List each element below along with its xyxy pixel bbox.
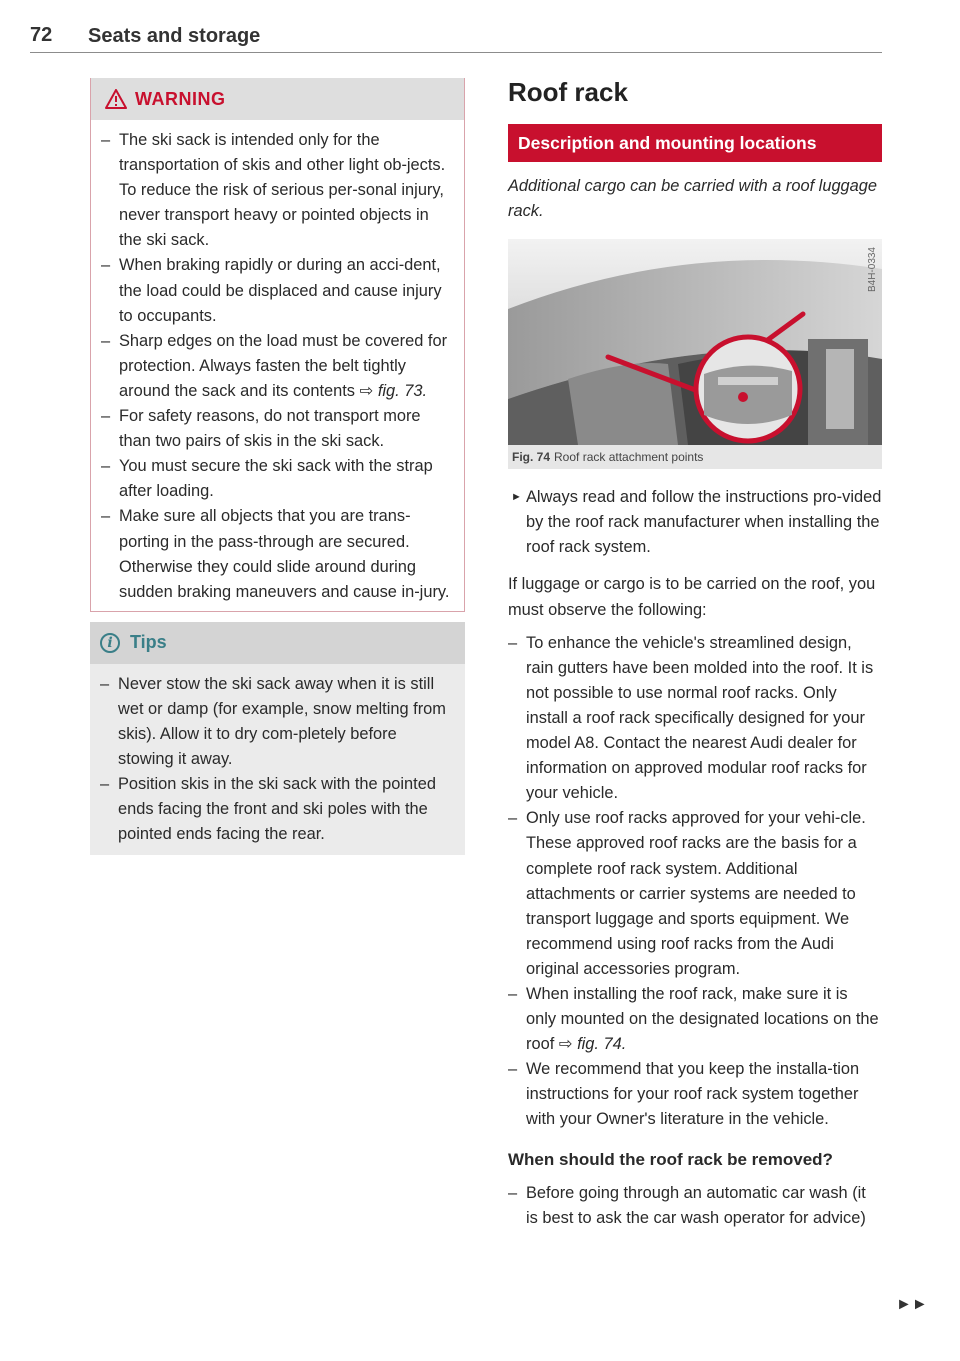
warning-item: – Make sure all objects that you are trans-porting in the pass-through are secured. Otherwise they could slide around during sudden braking maneuvers and cause in-jury. [101, 504, 454, 604]
figure-code: B4H-0334 [867, 247, 878, 293]
tips-title: Tips [130, 632, 167, 653]
warning-list [91, 120, 464, 611]
action-step-text: Always read and follow the instructions pro-vided by the roof rack manufacturer when installing the roof rack system. [526, 488, 882, 557]
warning-item: – When braking rapidly or during an acci-dent, the load could be displaced and cause injury to occupants. [101, 253, 454, 328]
removal-heading: When should the roof rack be removed? [508, 1149, 833, 1169]
page-number: 72 [30, 24, 53, 46]
warning-item: – The ski sack is intended only for the transportation of skis and other light ob-jects. To reduce the risk of serious per-sonal injury, never transport heavy or pointed objects in the ski sack. [101, 128, 454, 253]
roof-rack-title: Roof rack [508, 77, 628, 107]
warning-box [90, 78, 465, 612]
list-item-text: When installing the roof rack, make sure it is only mounted on the designated locations on the roof [526, 984, 879, 1054]
list-item: – We recommend that you keep the installa-tion instructions for your roof rack system together with your Owner's literature in the vehicle. [508, 1057, 882, 1132]
warning-header [91, 78, 464, 120]
tips-list [90, 664, 465, 856]
tips-box [90, 622, 465, 856]
body-paragraph: If luggage or cargo is to be carried on the roof, you must observe the following: [508, 575, 876, 619]
warning-item: – You must secure the ski sack with the strap after loading. [101, 454, 454, 504]
subheading-bar: Description and mounting locations [508, 124, 882, 162]
action-step [508, 485, 882, 560]
tips-item: – Never stow the ski sack away when it is still wet or damp (for example, snow melting from skis). Allow it to dry com-pletely before stowing it away. [100, 672, 455, 772]
list-item: – Before going through an automatic car wash (it is best to ask the car wash operator for advice) [508, 1181, 882, 1231]
figure-label: Fig. 74 [512, 450, 551, 465]
figure-reference-link[interactable]: ⇨ fig. 74. [558, 1035, 627, 1054]
figure-caption [508, 445, 882, 469]
info-icon: i [100, 633, 120, 653]
list-item: – Only use roof racks approved for your vehi-cle. These approved roof racks are the basis for a complete roof rack system. Additional attachments or carrier systems are needed to transport luggage and sports equipment. We recommend using roof racks from the Audi original accessories program. [508, 806, 882, 982]
tips-header [90, 622, 465, 664]
section-title: Seats and storage [88, 25, 261, 47]
list-item [508, 982, 882, 1057]
continue-arrow-icon: ►► [896, 1296, 928, 1313]
warning-item: – For safety reasons, do not transport more than two pairs of skis in the ski sack. [101, 404, 454, 454]
roof-rack-figure [508, 239, 882, 445]
warning-title: WARNING [135, 88, 226, 109]
warning-item-text: Sharp edges on the load must be covered for protection. Always fasten the belt tightly around the sack and its contents [119, 331, 448, 400]
right-column [508, 74, 882, 1231]
action-triangle-icon: ► [511, 491, 522, 504]
figure-caption-text: Roof rack attachment points [554, 450, 704, 465]
left-column [90, 78, 465, 855]
removal-list [508, 1181, 882, 1231]
warning-item [101, 329, 454, 404]
intro-text: Additional cargo can be carried with a roof luggage rack. [508, 177, 878, 221]
roof-rack-illustration [508, 239, 882, 445]
roof-rack-list [508, 631, 882, 1133]
list-item: – To enhance the vehicle's streamlined design, rain gutters have been molded into the roof. It is not possible to use normal roof racks. Only install a roof rack specifically designed for your model A8. Contact the nearest Audi dealer for information on approved modular roof racks for your vehicle. [508, 631, 882, 807]
figure-reference-link[interactable]: ⇨ fig. 73. [359, 381, 428, 400]
page-header [30, 24, 882, 53]
warning-triangle-icon [105, 89, 127, 109]
tips-item: – Position skis in the ski sack with the pointed ends facing the front and ski poles with the pointed ends facing the rear. [100, 772, 455, 847]
